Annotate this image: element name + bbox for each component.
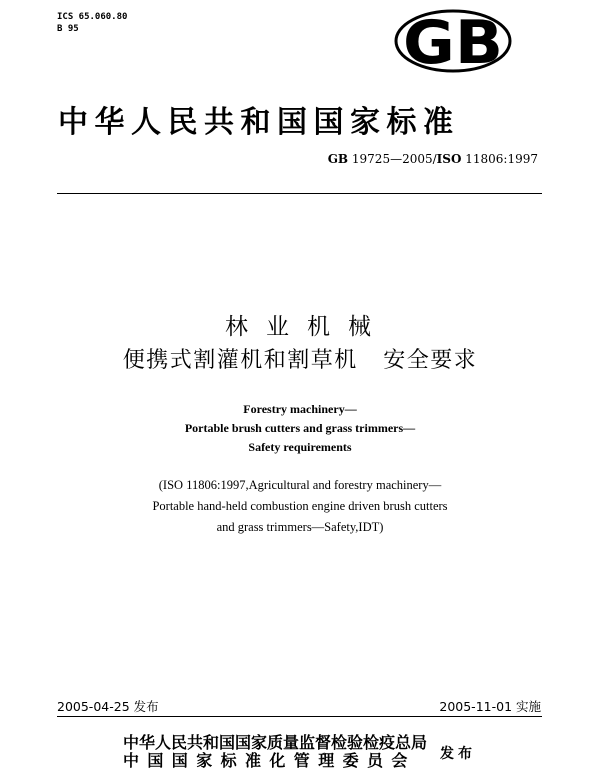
gb-prefix: GB: [327, 152, 349, 166]
gb-logo: [393, 8, 513, 78]
issuer-line2: 中国国家标准化管理委员会: [123, 751, 416, 770]
iso-reference-line1: (ISO 11806:1997,Agricultural and forestry machinery—: [158, 478, 442, 492]
title-zh-line1: 林业机械: [225, 314, 389, 340]
iso-reference-line3: and grass trimmers—Safety,IDT): [216, 520, 384, 534]
ics-code: ICS 65.060.80: [57, 12, 128, 22]
title-en-line3: Safety requirements: [248, 440, 352, 454]
iso-prefix: ISO: [436, 152, 462, 166]
title-en-line2: Portable brush cutters and grass trimmers—: [184, 421, 416, 435]
title-zh-line2: 便携式割灌机和割草机 安全要求: [122, 348, 478, 373]
header-divider: [57, 193, 542, 194]
issue-date: 2005-04-25 发布: [57, 699, 159, 714]
footer-divider: [57, 716, 542, 717]
category-code: B 95: [57, 24, 79, 34]
publish-label: 发布: [440, 746, 476, 762]
gb-logo-graphic: [393, 8, 513, 74]
standard-number: [328, 152, 538, 166]
title-en-line1: Forestry machinery—: [243, 402, 357, 416]
gb-logo-text: GB: [403, 8, 503, 74]
iso-number: 11806:1997: [465, 152, 538, 166]
title-en: [0, 400, 600, 457]
iso-reference-line2: Portable hand-held combustion engine driven brush cutters: [152, 499, 448, 513]
implementation-date: 2005-11-01 实施: [439, 699, 541, 714]
classification-codes: [57, 11, 127, 35]
national-standard-title: 中华人民共和国国家标准: [58, 105, 460, 140]
gb-number: 19725—2005/: [351, 152, 437, 166]
issuer-line1: 中华人民共和国国家质量监督检验检疫总局: [123, 733, 428, 752]
issuing-authorities: [123, 734, 427, 770]
iso-reference: [0, 475, 600, 538]
